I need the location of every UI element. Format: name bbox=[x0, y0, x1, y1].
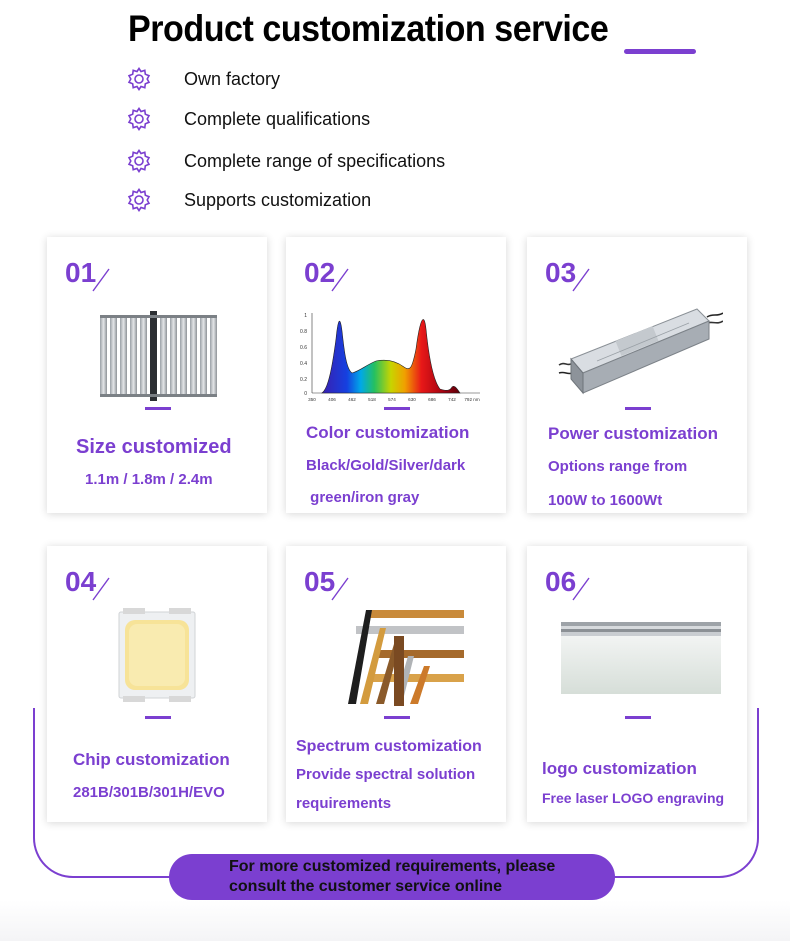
card-text: green/iron gray bbox=[306, 489, 420, 506]
spectrum-x-tick: 518 bbox=[368, 397, 376, 402]
card-size bbox=[47, 237, 267, 513]
card-title: Chip customization bbox=[73, 750, 230, 769]
card-text: 281B/301B/301H/EVO bbox=[73, 784, 225, 801]
spectrum-chart-image bbox=[300, 309, 496, 403]
power-driver-image bbox=[557, 303, 723, 403]
page-title: Product customization service bbox=[128, 8, 609, 49]
divider-dash bbox=[625, 407, 651, 410]
slash-mark bbox=[330, 261, 350, 295]
divider-dash bbox=[145, 716, 171, 719]
slash-mark bbox=[91, 570, 111, 604]
cta-text-line1: For more customized requirements, please bbox=[229, 858, 556, 875]
divider-dash bbox=[384, 407, 410, 410]
gear-icon bbox=[126, 106, 152, 132]
card-number: 06 bbox=[545, 566, 577, 597]
spectrum-x-tick: 350 bbox=[308, 397, 316, 402]
card-number: 05 bbox=[304, 566, 336, 597]
card-title: logo customization bbox=[542, 759, 697, 778]
spectrum-x-tick: 630 bbox=[408, 397, 416, 402]
customer-service-cta[interactable] bbox=[169, 854, 615, 900]
card-number: 01 bbox=[65, 257, 97, 288]
feature-label: Own factory bbox=[184, 68, 281, 89]
led-chip-image bbox=[117, 608, 197, 702]
slash-mark bbox=[571, 261, 591, 295]
spectrum-x-tick: 462 bbox=[348, 397, 356, 402]
slash-mark bbox=[571, 570, 591, 604]
card-color bbox=[286, 237, 506, 513]
card-title: Spectrum customization bbox=[296, 738, 482, 755]
cta-text-line2: consult the customer service online bbox=[229, 878, 502, 895]
card-number: 02 bbox=[304, 257, 336, 288]
card-logo bbox=[527, 546, 747, 822]
feature-label: Complete qualifications bbox=[184, 108, 371, 129]
card-text: 100W to 1600Wt bbox=[548, 492, 663, 509]
gear-icon bbox=[126, 187, 152, 213]
spectrum-y-tick: 0.6 bbox=[300, 345, 307, 351]
card-text: 1.1m / 1.8m / 2.4m bbox=[85, 471, 213, 488]
title-underline bbox=[624, 49, 696, 54]
card-text: Black/Gold/Silver/dark bbox=[306, 457, 466, 474]
slash-mark bbox=[91, 261, 111, 295]
divider-dash bbox=[384, 716, 410, 719]
feature-label: Complete range of specifications bbox=[184, 150, 446, 171]
spectrum-x-tick: 406 bbox=[328, 397, 336, 402]
feature-item bbox=[126, 185, 371, 215]
card-number: 03 bbox=[545, 257, 577, 288]
card-power bbox=[527, 237, 747, 513]
spectrum-x-tick: 742 bbox=[448, 397, 456, 402]
gear-icon bbox=[126, 148, 152, 174]
card-title: Size customized bbox=[76, 436, 232, 458]
colored-frames-image bbox=[346, 606, 464, 706]
divider-dash bbox=[625, 716, 651, 719]
spectrum-y-tick: 0.8 bbox=[300, 329, 307, 335]
card-spectrum bbox=[286, 546, 506, 822]
spectrum-y-tick: 0 bbox=[304, 391, 307, 397]
divider-dash bbox=[145, 407, 171, 410]
card-text: Provide spectral solution bbox=[296, 766, 476, 783]
card-title: Color customization bbox=[306, 423, 470, 442]
card-title: Power customization bbox=[548, 424, 719, 443]
spectrum-y-tick: 1 bbox=[304, 313, 307, 319]
spectrum-x-tick: 792 nm bbox=[464, 397, 480, 402]
grow-light-bars-image bbox=[100, 311, 222, 401]
feature-item bbox=[126, 146, 445, 176]
feature-label: Supports customization bbox=[184, 189, 372, 210]
spectrum-y-tick: 0.4 bbox=[300, 361, 307, 367]
card-text: Options range from bbox=[548, 458, 688, 475]
aluminum-profile-image bbox=[561, 622, 721, 694]
card-number: 04 bbox=[65, 566, 97, 597]
spectrum-x-tick: 686 bbox=[428, 397, 436, 402]
feature-item bbox=[126, 104, 370, 134]
card-chip bbox=[47, 546, 267, 822]
slash-mark bbox=[330, 570, 350, 604]
bottom-fade bbox=[0, 900, 790, 941]
card-text: Free laser LOGO engraving bbox=[542, 790, 725, 806]
gear-icon bbox=[126, 66, 152, 92]
spectrum-x-tick: 574 bbox=[388, 397, 396, 402]
spectrum-y-tick: 0.2 bbox=[300, 377, 307, 383]
feature-item bbox=[126, 64, 280, 94]
card-text: requirements bbox=[296, 795, 392, 812]
